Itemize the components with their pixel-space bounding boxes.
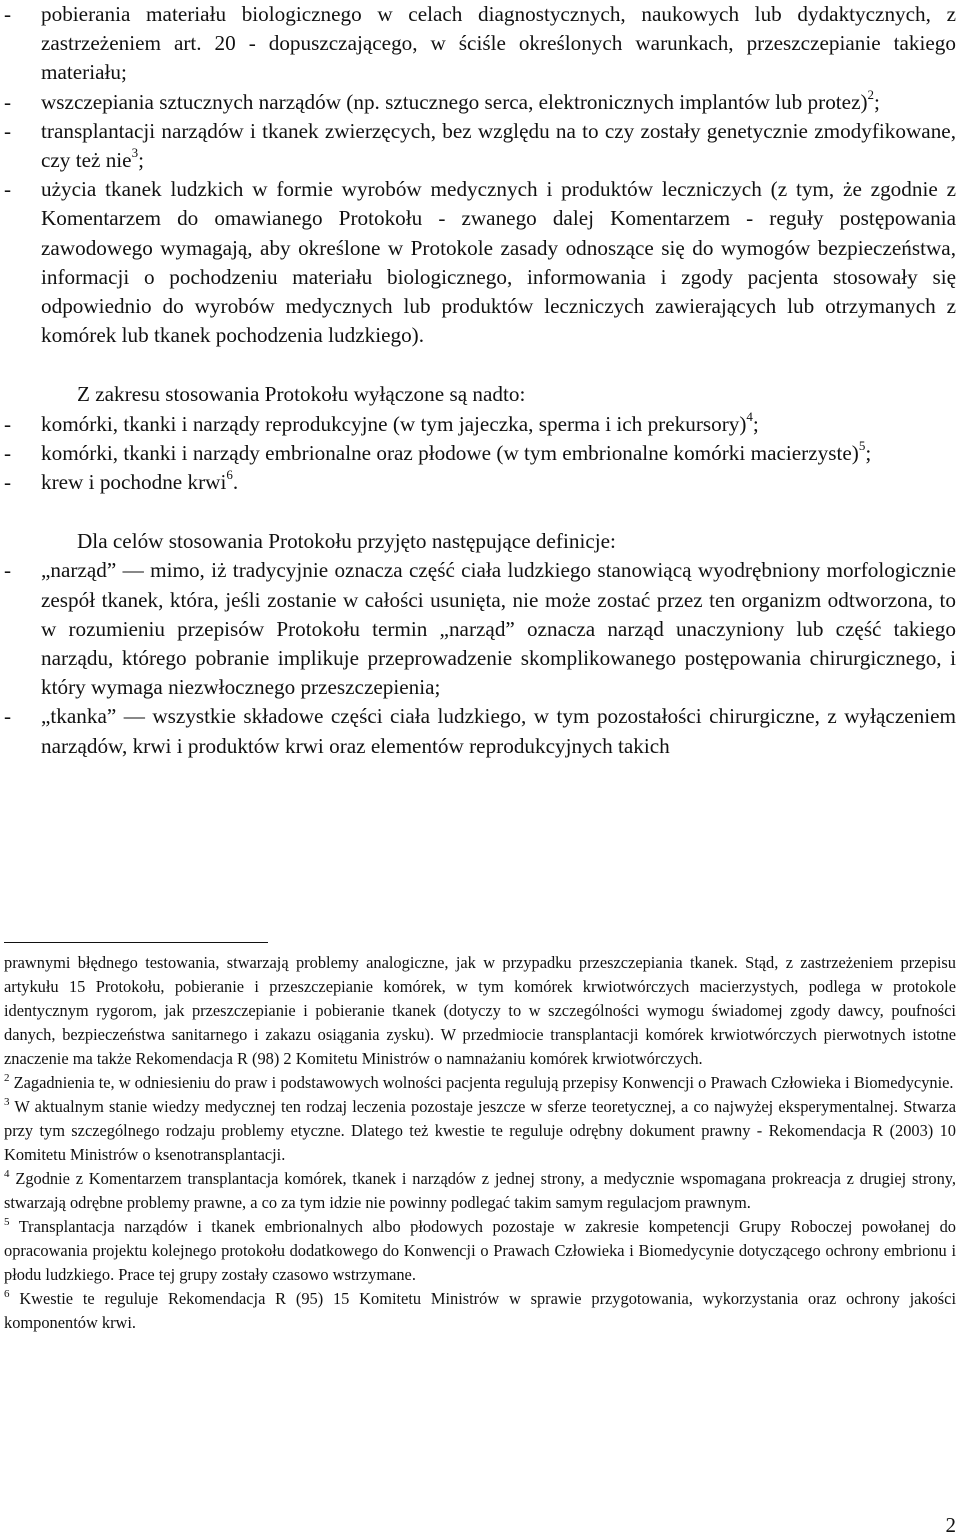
list-item-text: komórki, tkanki i narządy reprodukcyjne (w tym jajeczka, sperma i ich prekursory)$^4$; [41,408,759,436]
list-item [4,0,956,88]
footnote-number: 4 [4,1167,10,1180]
list-dash: - [4,411,12,436]
list-dash: - [4,440,12,465]
footnote-ref[interactable]: 4 [746,408,753,424]
footnote-number: 6 [4,1287,10,1300]
list-item [4,439,956,468]
list-item [4,702,956,760]
footnote-separator [4,942,268,943]
list-item-text: „tkanka” — wszystkie składowe części ciała ludzkiego, w tym pozostałości chirurgiczne, z wyłączeniem narządów, krwi i produktów krwi oraz elementów reprodukcyjnych takich [41,704,956,758]
footnote-ref[interactable]: 3 [131,144,139,160]
footnote-ref[interactable]: 6 [226,466,233,482]
list-dash: - [4,89,12,114]
footnote-number: 5 [4,1215,10,1228]
list-item-text: krew i pochodne krwi$^6$. [41,466,239,495]
footnote-number: 2 [4,1071,10,1084]
list-item [4,410,956,439]
list-item-text: pobierania materiału biologicznego w celach diagnostycznych, naukowych lub dydaktycznych, z zastrzeżeniem art. 20 - dopuszczającego, w ściśle określonych warunkach, przeszczepianie takiego materiału; [41,2,956,85]
list-dash: - [4,118,12,143]
excluded-heading: Z zakresu stosowania Protokołu wyłączone są nadto: [77,382,526,407]
list-item [4,175,956,350]
footnote: $^3$ W aktualnym stanie wiedzy medycznej ten rodzaj leczenia pozostaje jeszcze w sferze teoretycznej, a co najwyżej eksperymentalnej. Stwarza przy tym szczególnego rodzaju problemy etyczne. Dlatego też kwestie te reguluje odrębny dokument prawny - Rekomendacja R (2003) 10 Komitetu Ministrów o ksenotransplantacji. [4,1095,956,1164]
list-item-text: „narząd” — mimo, iż tradycyjnie oznacza część ciała ludzkiego stanowiącą wyodrębniony morfologicznie zespół tkanek, która, jeśli zostanie w całości usunięta, nie może zostać przez ten organizm odtworzona, to w rozumieniu przepisów Protokołu termin „narząd” oznacza narząd unaczyniony lub część takiego narządu, którego pobranie implikuje przeprowadzenie skomplikowanego postępowania chirurgicznego, i który wymaga niezwłocznego przeszczepienia; [41,558,956,700]
list-item [4,556,956,702]
list-item [4,468,956,497]
list-item [4,117,956,175]
footnote-ref[interactable]: 2 [867,86,875,102]
footnote-continuation: prawnymi błędnego testowania, stwarzają problemy analogiczne, jak w przypadku przeszczepiania tkanek. Stąd, z zastrzeżeniem przepisu artykułu 15 Protokołu, pobieranie i przeszczepianie komórek, w tym komórek krwiotwórczych macierzystych, podlega w protokole identycznym rygorom, jak przeszczepianie i pobieranie tkanek (dotyczy to w szczególności wymogu świadomej zgody dawcy, poufności danych, bezpieczeństwa sanitarnego i zakazu osiągania zysku). W przedmiocie transplantacji komórek krwiotwórczych pierwotnych istotne znaczenie ma także Rekomendacja R (98) 2 Komitetu Ministrów o namnażaniu komórek krwiotwórczych. [4,953,956,1068]
footnote: $^5$ Transplantacja narządów i tkanek embrionalnych albo płodowych pozostaje w zakresie kompetencji Grupy Roboczej powołanej do opracowania projektu kolejnego protokołu dodatkowego do Konwencji o Prawach Człowieka i Biomedycynie dotyczącego ochrony embrionu i płodu ludzkiego. Prace tej grupy zostały czasowo wstrzymane. [4,1215,956,1284]
definitions-heading: Dla celów stosowania Protokołu przyjęto następujące definicje: [77,529,616,554]
page-number: 2 [945,1513,956,1537]
list-dash: - [4,704,12,729]
list-item-text: wszczepiania sztucznych narządów (np. sztucznego serca, elektronicznych implantów lub protez)$^2$; [41,86,880,114]
footnote: $^4$ Zgodnie z Komentarzem transplantacja komórek, tkanek i narządów z jednej strony, a medycznie wspomagana prokreacja z drugiej strony, stwarzają odrębne problemy prawne, a co za tym idzie nie powinny podlegać takim samym regulacjom prawnym. [4,1167,956,1212]
footnote: $^2$ Zagadnienia te, w odniesieniu do praw i podstawowych wolności pacjenta regulują przepisy Konwencji o Prawach Człowieka i Biomedycynie. [4,1071,954,1092]
list-dash: - [4,470,12,495]
footnote-ref[interactable]: 5 [858,437,866,453]
list-item-text: komórki, tkanki i narządy embrionalne oraz płodowe (w tym embrionalne komórki macierzyste)$^5$; [41,437,872,465]
footnote-number: 3 [4,1095,10,1108]
list-dash: - [4,177,12,202]
list-item-text: transplantacji narządów i tkanek zwierzęcych, bez względu na to czy zostały genetycznie zmodyfikowane, czy też nie$^3$; [41,118,956,173]
footnote: $^6$ Kwestie te reguluje Rekomendacja R (95) 15 Komitetu Ministrów w sprawie przygotowania, wykorzystania oraz ochrony jakości komponentów krwi. [4,1287,956,1332]
footnotes [4,951,956,1335]
list-dash: - [4,558,12,583]
main-text [4,0,956,761]
list-item [4,88,956,117]
list-dash: - [4,2,12,26]
list-item-text: użycia tkanek ludzkich w formie wyrobów medycznych i produktów leczniczych (z tym, że zgodnie z Komentarzem do omawianego Protokołu - zwanego dalej Komentarzem - reguły postępowania zawodowego wymagają, aby określone w Protokole zasady odnoszące się do wymogów bezpieczeństwa, informacji o pochodzeniu materiału biologicznego, informowania i zgody pacjenta stosowały się odpowiednio do wyrobów medycznych lub produktów leczniczych zawierających lub otrzymanych z komórek lub tkanek pochodzenia ludzkiego). [41,177,956,348]
